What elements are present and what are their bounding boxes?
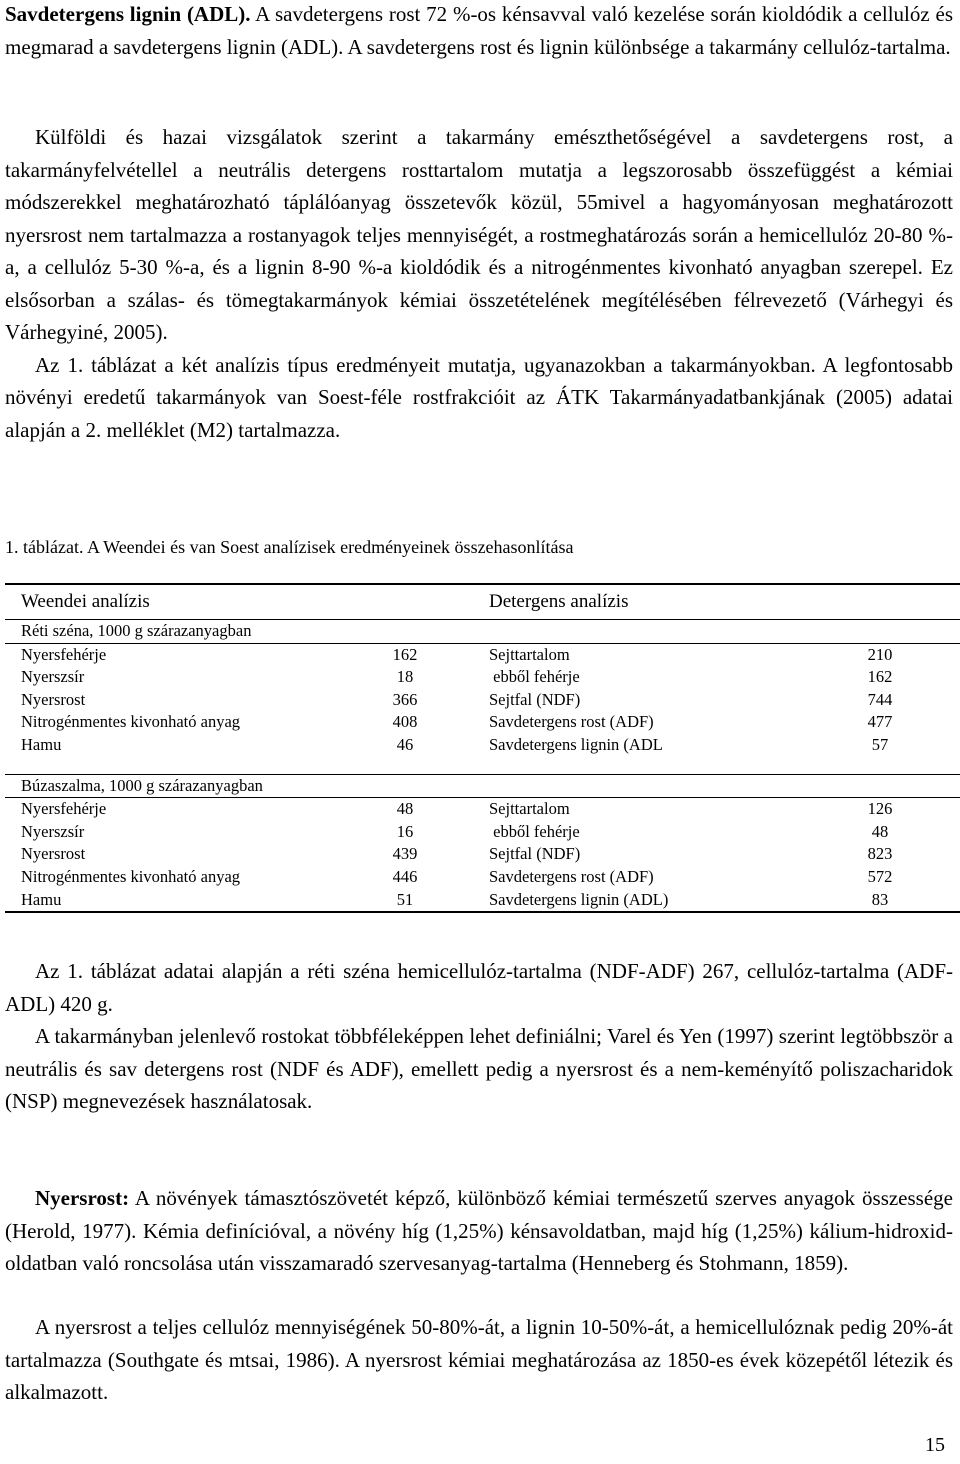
table-row (5, 843, 960, 866)
weende-value: 446 (392, 866, 418, 886)
table-row (5, 734, 960, 757)
table-row (5, 889, 960, 912)
weende-item: Nyersfehérje (21, 799, 107, 819)
detergens-item: Savdetergens lignin (ADL (489, 734, 663, 754)
group-title-text: Réti széna, 1000 g szárazanyagban (21, 621, 252, 640)
paragraph-text: A növények támasztószövetét képző, különböző kémiai természetű szerves anyagok összessége (Herold, 1977). Kémia definícióval, a növény híg (1,25%) kénsavoldatban, majd híg (1,25%) kálium-hidroxid-oldatban való roncsolása után visszamaradó szervesanyag-tartalma (Henneberg és Stohmann, 1859). (5, 1186, 953, 1275)
weende-item: Nyersrost (21, 689, 86, 709)
weende-value: 18 (396, 667, 414, 687)
weende-item: Hamu (21, 734, 62, 754)
weende-item: Nyersrost (21, 844, 86, 864)
weende-value: 16 (396, 821, 414, 841)
paragraph-studies: Külföldi és hazai vizsgálatok szerint a takarmány emészthetőségével a savdetergens rost, a takarmányfelvétellel a neutrális detergens rosttartalom mutatja a legszorosabb összefüggést a kémiai módszerekkel meghatározható táplálóanyag összetevők közül, 55mivel a hagyományosan meghatározott nyersrost nem tartalmazza a rostanyagok teljes mennyiségét, a rostmeghatározás során a hemicellulóz 20-80 %-a, a cellulóz 5-30 %-a, és a lignin 8-90 %-a kioldódik és a nitrogénmentes kivonható anyagban szerepel. Ez elsősorban a szálas- és tömegtakarmányok kémiai összetételének megítélésében félrevezető (Várhegyi és Várhegyiné, 2005). (5, 125, 953, 344)
table-group-title (5, 620, 960, 643)
comparison-table (5, 583, 960, 913)
detergens-value: 210 (867, 644, 893, 664)
detergens-value: 572 (867, 866, 893, 886)
paragraph-lead: Savdetergens lignin (ADL). (5, 2, 251, 26)
detergens-value: 162 (867, 667, 893, 687)
detergens-item: Sejttartalom (489, 799, 570, 819)
weende-value: 408 (392, 712, 418, 732)
detergens-value: 477 (867, 712, 893, 732)
paragraph-adl (5, 0, 953, 63)
detergens-value: 83 (871, 889, 889, 909)
detergens-item: ebből fehérje (489, 821, 580, 841)
weende-value: 51 (396, 889, 414, 909)
group-spacer (5, 757, 960, 774)
weende-value: 439 (392, 844, 418, 864)
paragraph-fiber-definitions: A takarmányban jelenlevő rostokat többféleképpen lehet definiálni; Varel és Yen (1997) szerint legtöbbször a neutrális és sav detergens rost (NDF és ADF), emellett pedig a nyersrost és a nem-keményítő poliszacharidok (NSP) megnevezések használatosak. (5, 1024, 953, 1113)
paragraph-hemicellulose: Az 1. táblázat adatai alapján a réti széna hemicellulóz-tartalma (NDF-ADF) 267, cellulóz-tartalma (ADF-ADL) 420 g. (5, 959, 953, 1016)
weende-value: 46 (396, 734, 414, 754)
paragraph-group-analysis (5, 121, 953, 446)
detergens-value: 48 (871, 821, 889, 841)
table-row (5, 644, 960, 667)
weende-value: 366 (392, 689, 418, 709)
detergens-value: 126 (867, 799, 893, 819)
table-group-title (5, 775, 960, 798)
detergens-item: ebből fehérje (489, 667, 580, 687)
weende-value: 48 (396, 799, 414, 819)
table-row (5, 666, 960, 689)
table-row (5, 866, 960, 889)
table-row (5, 798, 960, 821)
detergens-item: Savdetergens rost (ADF) (489, 866, 654, 886)
group-title-text: Búzaszalma, 1000 g szárazanyagban (21, 775, 263, 795)
weende-item: Nyersfehérje (21, 644, 107, 664)
detergens-value: 823 (867, 844, 893, 864)
paragraph-table-intro: Az 1. táblázat a két analízis típus eredményeit mutatja, ugyanazokban a takarmányokban. A legfontosabb növényi eredetű takarmányok van Soest-féle rostfrakcióit az ÁTK Takarmányadatbankjának (2005) adatai alapján a 2. melléklet (M2) tartalmazza. (5, 352, 953, 442)
detergens-item: Savdetergens lignin (ADL) (489, 889, 669, 909)
table-row (5, 689, 960, 712)
weende-item: Hamu (21, 889, 62, 909)
table-bottom-rule (5, 911, 960, 913)
detergens-value: 57 (871, 734, 889, 754)
table-header (5, 585, 960, 619)
weende-item: Nitrogénmentes kivonható anyag (21, 866, 241, 886)
page-number: 15 (925, 1434, 945, 1456)
table-row (5, 821, 960, 844)
detergens-item: Sejtfal (NDF) (489, 844, 581, 864)
header-weende: Weendei analízis (21, 591, 150, 612)
paragraph-nyersrost (5, 1182, 953, 1280)
paragraph-nyersrost-composition: A nyersrost a teljes cellulóz mennyiségének 50-80%-át, a lignin 10-50%-át, a hemicellulóznak pedig 20%-át tartalmazza (Southgate és mtsai, 1986). A nyersrost kémiai meghatározása az 1850-es évek közepétől létezik és alkalmazott. (5, 1315, 953, 1404)
paragraph-text: A savdetergens rost 72 %-os kénsavval való kezelése során kioldódik a cellulóz és megmarad a savdetergens lignin (ADL). A savdetergens rost és lignin különbsége a takarmány cellulóz-tartalma. (5, 2, 953, 59)
detergens-item: Sejttartalom (489, 644, 570, 664)
table-caption: 1. táblázat. A Weendei és van Soest analízisek eredményeinek összehasonlítása (5, 537, 574, 557)
weende-value: 162 (392, 644, 418, 664)
header-detergens: Detergens analízis (489, 591, 629, 612)
detergens-item: Savdetergens rost (ADF) (489, 712, 654, 732)
weende-item: Nitrogénmentes kivonható anyag (21, 712, 241, 732)
detergens-value: 744 (867, 689, 893, 709)
detergens-item: Sejtfal (NDF) (489, 689, 581, 709)
weende-item: Nyerszsír (21, 821, 85, 841)
table-row (5, 711, 960, 734)
weende-item: Nyerszsír (21, 667, 85, 687)
table-body (5, 620, 960, 913)
paragraph-lead: Nyersrost: (35, 1186, 130, 1210)
